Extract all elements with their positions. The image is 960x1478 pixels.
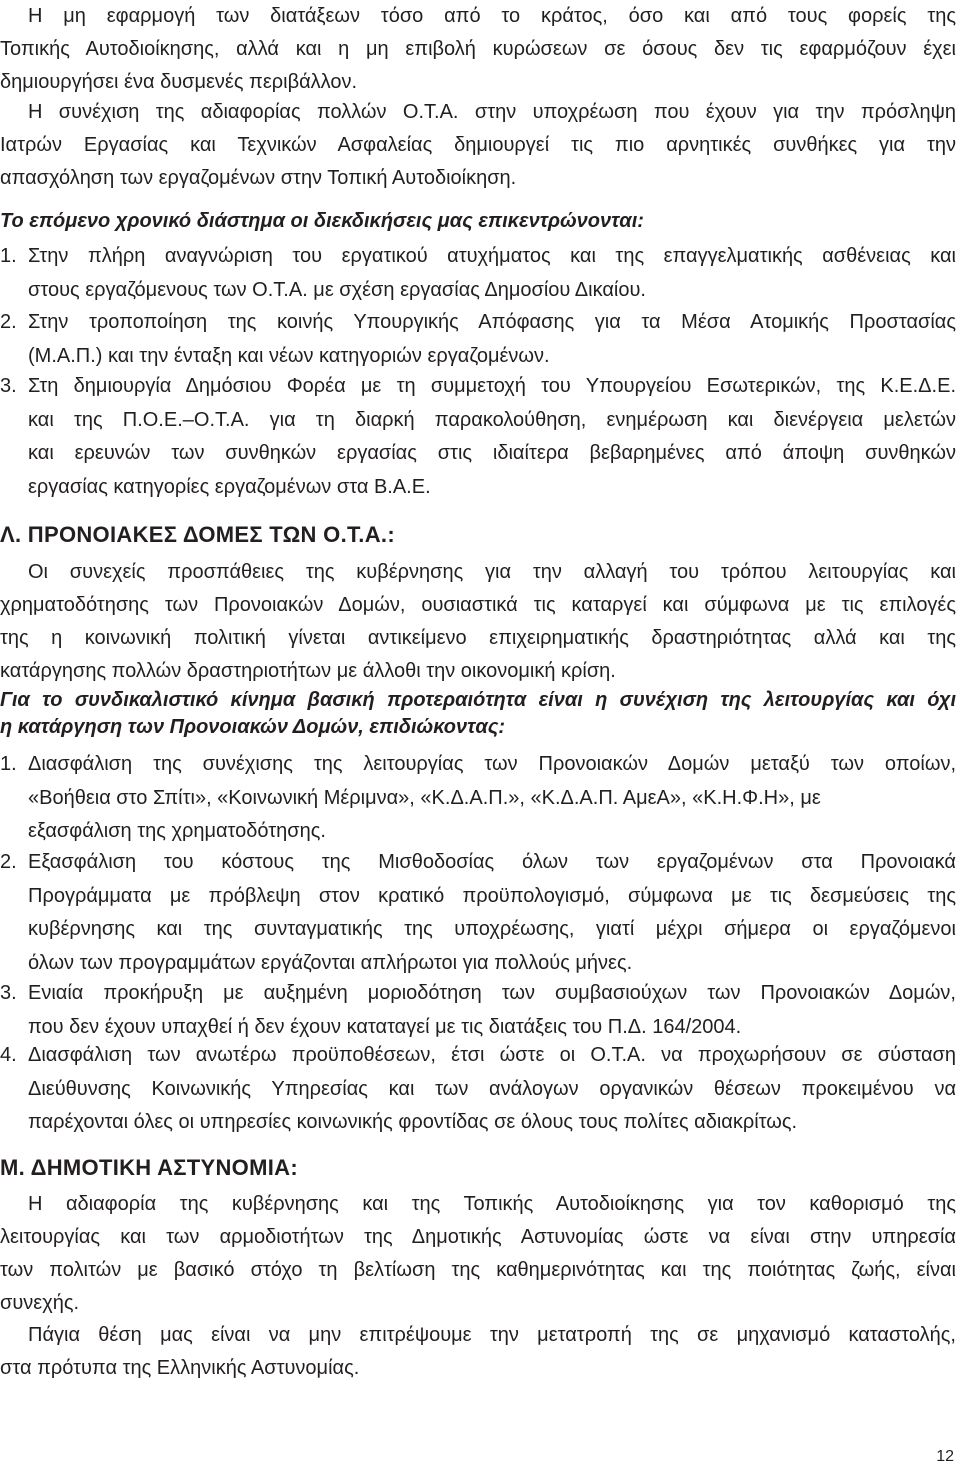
list-number: 2. (0, 851, 17, 873)
list-line: (Μ.Α.Π.) και την ένταξη και νέων κατηγοριών εργαζομένων. (28, 344, 550, 367)
list-line: στους εργαζόμενους των Ο.Τ.Α. με σχέση εργασίας Δημοσίου Δικαίου. (28, 278, 646, 301)
section-heading-m: Μ. ΔΗΜΟΤΙΚΗ ΑΣΤΥΝΟΜΙΑ: (0, 1155, 298, 1180)
list-line: κυβέρνησης και της συνταγματικής της υποχρέωσης, γιατί μέχρι σήμερα οι εργαζόμενοι (28, 918, 956, 940)
text-line: Η συνέχιση της αδιαφορίας πολλών Ο.Τ.Α. στην υποχρέωση που έχουν για την πρόσληψη (28, 101, 956, 123)
text-line: συνεχής. (0, 1292, 80, 1314)
list-line: Διασφάλιση των ανωτέρω προϋποθέσεων, έτσι ώστε οι Ο.Τ.Α. να προχωρήσουν σε σύσταση (28, 1044, 956, 1066)
list-line: όλων των προγραμμάτων εργάζονται απλήρωτοι για πολλούς μήνες. (28, 951, 633, 974)
list-line: Εξασφάλιση του κόστους της Μισθοδοσίας όλων των εργαζομένων στα Προνοιακά (28, 851, 956, 873)
text-line: Τοπικής Αυτοδιοίκησης, αλλά και η μη επιβολή κυρώσεων σε όσους δεν τις εφαρμόζουν έχει (0, 38, 956, 60)
section-l-list-item (0, 977, 956, 1044)
list-line: Προγράμματα με πρόβλεψη στον κρατικό προϋπολογισμό, σύμφωνα με τις δεσμεύσεις της (28, 884, 956, 907)
list-line: Στην τροποποίηση της κοινής Υπουργικής Απόφασης για τα Μέσα Ατομικής Προστασίας (28, 311, 956, 333)
text-line: στα πρότυπα της Ελληνικής Αστυνομίας. (0, 1357, 360, 1379)
text-line: απασχόληση των εργαζομένων στην Τοπική Αυτοδιοίκηση. (0, 167, 517, 189)
claims-list-item (0, 370, 956, 504)
text-line: Η αδιαφορία της κυβέρνησης και της Τοπικής Αυτοδιοίκησης για τον καθορισμό της (28, 1193, 956, 1215)
text-line: των πολιτών με βασικό στόχο τη βελτίωση της καθημερινότητας και της ποιότητας ζωής, είναι (0, 1259, 956, 1281)
claims-list-item (0, 240, 956, 307)
list-line: «Βοήθεια στο Σπίτι», «Κοινωνική Μέριμνα», «Κ.Δ.Α.Π.», «Κ.Δ.Α.Π. ΑμεΑ», «Κ.Η.Φ.Η», με (28, 786, 821, 809)
claims-list-item (0, 306, 956, 373)
list-number: 2. (0, 311, 17, 333)
text-line: κατάργησης πολλών δραστηριοτήτων με άλλοθι την οικονομική κρίση. (0, 660, 616, 682)
list-number: 1. (0, 245, 17, 267)
section-heading-l: Λ. ΠΡΟΝΟΙΑΚΕΣ ΔΟΜΕΣ ΤΩΝ Ο.Τ.Α.: (0, 522, 395, 547)
list-line: Στην πλήρη αναγνώριση του εργατικού ατυχήματος και της επαγγελματικής ασθένειας και (28, 245, 956, 267)
list-line: Ενιαία προκήρυξη με αυξημένη μοριοδότηση των συμβασιούχων των Προνοιακών Δομών, (28, 982, 956, 1004)
list-number: 3. (0, 375, 17, 397)
list-line: και ερευνών των συνθηκών εργασίας στις ιδιαίτερα βεβαρημένες από άποψη συνθηκών (28, 442, 956, 464)
text-line: Πάγια θέση μας είναι να μην επιτρέψουμε την μετατροπή της σε μηχανισμό καταστολής, (28, 1324, 956, 1346)
claims-heading: Το επόμενο χρονικό διάστημα οι διεκδικήσεις μας επικεντρώνονται: (0, 210, 644, 232)
text-line: Η μη εφαρμογή των διατάξεων τόσο από το κράτος, όσο και από τους φορείς της (28, 5, 956, 27)
list-line: εξασφάλιση της χρηματοδότησης. (28, 820, 326, 842)
list-line: Στη δημιουργία Δημόσιου Φορέα με τη συμμετοχή του Υπουργείου Εσωτερικών, της Κ.Ε.Δ.Ε. (28, 375, 956, 397)
text-line: Οι συνεχείς προσπάθειες της κυβέρνησης για την αλλαγή του τρόπου λειτουργίας και (28, 561, 956, 583)
list-number: 1. (0, 753, 17, 775)
text-line: της η κοινωνική πολιτική γίνεται αντικείμενο επιχειρηματικής δραστηριότητας αλλά και της (0, 627, 956, 649)
list-line: παρέχονται όλες οι υπηρεσίες κοινωνικής φροντίδας σε όλους τους πολίτες αδιακρίτως. (28, 1111, 798, 1133)
section-l-list-item (0, 846, 956, 980)
section-l-list-item (0, 1039, 956, 1140)
list-number: 3. (0, 982, 17, 1004)
list-number: 4. (0, 1044, 17, 1066)
priority-line: Για το συνδικαλιστικό κίνημα βασική προτεραιότητα είναι η συνέχιση της λειτουργίας και όχι (0, 689, 956, 711)
list-line: που δεν έχουν υπαχθεί ή δεν έχουν καταταγεί με τις διατάξεις του Π.Δ. 164/2004. (28, 1015, 742, 1038)
priority-line: η κατάργηση των Προνοιακών Δομών, επιδιώκοντας: (0, 716, 506, 738)
list-line: Διεύθυνσης Κοινωνικής Υπηρεσίας και των ανάλογων οργανικών θέσεων προκειμένου να (28, 1077, 956, 1100)
section-l-list-item (0, 748, 956, 849)
text-line: Ιατρών Εργασίας και Τεχνικών Ασφαλείας δημιουργεί τις πιο αρνητικές συνθήκες για την (0, 134, 956, 156)
text-line: δημιουργήσει ένα δυσμενές περιβάλλον. (0, 71, 358, 93)
page-number: 12 (936, 1448, 954, 1465)
list-line: και της Π.Ο.Ε.–Ο.Τ.Α. για τη διαρκή παρακολούθηση, ενημέρωση και διενέργεια μελετών (28, 408, 956, 431)
list-line: Διασφάλιση της συνέχισης της λειτουργίας των Προνοιακών Δομών μεταξύ των οποίων, (28, 753, 956, 775)
text-line: λειτουργίας και των αρμοδιοτήτων της Δημοτικής Αστυνομίας ώστε να είναι στην υπηρεσία (0, 1226, 956, 1248)
list-line: εργασίας κατηγορίες εργαζομένων στα Β.Α.Ε. (28, 475, 431, 498)
text-line: χρηματοδότησης των Προνοιακών Δομών, ουσιαστικά τις καταργεί και σύμφωνα με τις επιλογές (0, 594, 956, 616)
